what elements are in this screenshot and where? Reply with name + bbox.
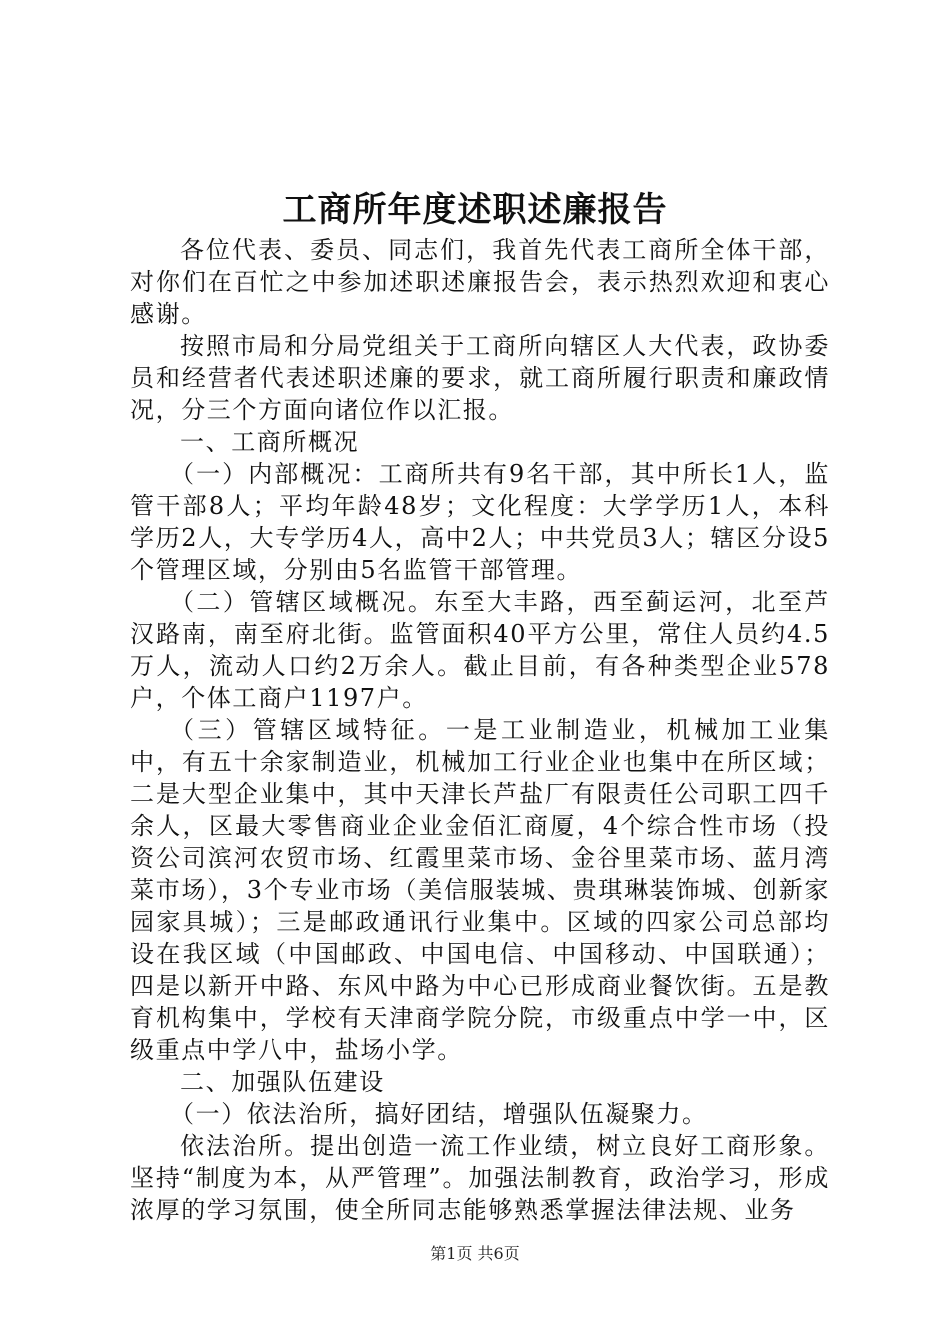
paragraph-rule-of-law: 依法治所。提出创造一流工作业绩，树立良好工商形象。坚持“制度为本，从严管理”。加强法制教育，政治学习，形成浓厚的学习氛围，使全所同志能够熟悉掌握法律法规、业务 (130, 1132, 830, 1224)
paragraph-area-overview: （二）管辖区域概况。东至大丰路，西至蓟运河，北至芦汉路南，南至府北街。监管面积40平方公里，常住人员约4.5万人，流动人口约2万余人。截止目前，有各种类型企业578户，个体工商户1197户。 (130, 588, 830, 712)
page-number-footer: 第1页 共6页 (430, 1244, 520, 1263)
paragraph-greeting: 各位代表、委员、同志们，我首先代表工商所全体干部，对你们在百忙之中参加述职述廉报告会，表示热烈欢迎和衷心感谢。 (130, 236, 830, 328)
document-title: 工商所年度述职述廉报告 (282, 190, 668, 230)
paragraph-area-features: （三）管辖区域特征。一是工业制造业，机械加工业集中，有五十余家制造业，机械加工行业企业也集中在所区域；二是大型企业集中，其中天津长芦盐厂有限责任公司职工四千余人，区最大零售商业企业金佰汇商厦，4个综合性市场（投资公司滨河农贸市场、红霞里菜市场、金谷里菜市场、蓝月湾菜市场），3个专业市场（美信服装城、贵琪琳装饰城、创新家园家具城）；三是邮政通讯行业集中。区域的四家公司总部均设在我区域（中国邮政、中国电信、中国移动、中国联通）；四是以新开中路、东风中路为中心已形成商业餐饮街。五是教育机构集中，学校有天津商学院分院，市级重点中学一中，区级重点中学八中，盐场小学。 (130, 716, 830, 1064)
paragraph-intro: 按照市局和分局党组关于工商所向辖区人大代表，政协委员和经营者代表述职述廉的要求，就工商所履行职责和廉政情况，分三个方面向诸位作以汇报。 (130, 332, 830, 424)
paragraph-internal-overview: （一）内部概况：工商所共有9名干部，其中所长1人，监管干部8人；平均年龄48岁；文化程度：大学学历1人，本科学历2人，大专学历4人，高中2人；中共党员3人；辖区分设5个管理区域，分别由5名监管干部管理。 (130, 460, 830, 584)
section-heading-team: 二、加强队伍建设 (180, 1068, 385, 1096)
document-body (130, 234, 830, 1226)
section-heading-overview: 一、工商所概况 (180, 428, 360, 456)
subsection-heading-rule-of-law: （一）依法治所，搞好团结，增强队伍凝聚力。 (170, 1100, 708, 1128)
